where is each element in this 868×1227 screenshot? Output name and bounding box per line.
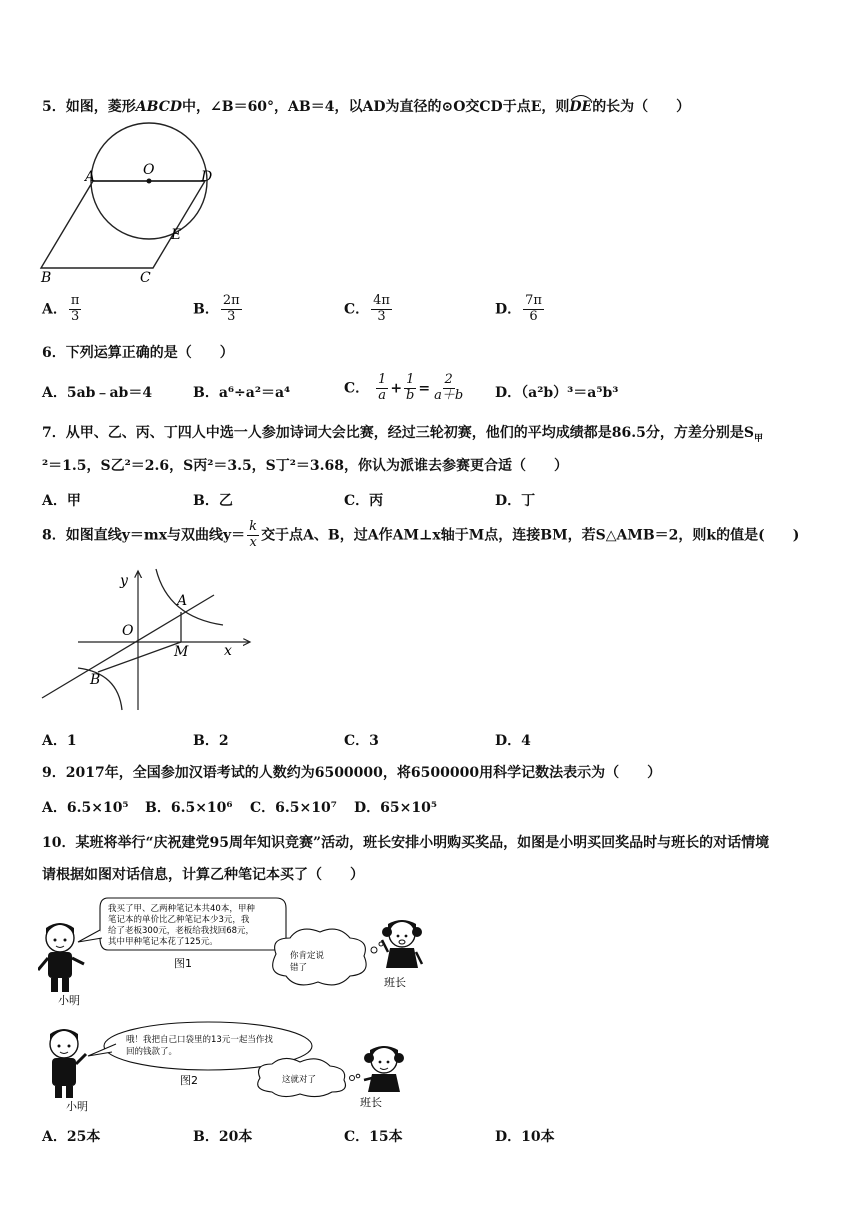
q5-option-d[interactable]: D． $\frac{7\pi}{6}$ xyxy=(495,293,542,324)
label-o: O xyxy=(122,623,134,639)
q5-option-c[interactable]: C． $\frac{4\pi}{3}$ xyxy=(344,293,390,324)
q9-option-d[interactable]: D．65×10⁵ xyxy=(354,800,437,816)
q6-option-c[interactable]: C． $\frac{1}{a}$ + $\frac{1}{b}$ = $\frac{2}{a+b}$ xyxy=(344,372,464,403)
bubble1-line1: 我买了甲、乙两种笔记本共40本，甲种 xyxy=(108,904,255,914)
bubble3-line2: 回的钱款了。 xyxy=(126,1047,178,1057)
q10-line1: 10．某班将举行“庆祝建党95周年知识竞赛”活动，班长安排小明购买奖品，如图是小明买回奖品时与班长的对话情境 xyxy=(42,835,770,851)
q7-option-a[interactable]: A．甲 xyxy=(42,493,81,509)
girl-figure-2 xyxy=(364,1046,404,1092)
fig1-label: 图1 xyxy=(174,957,192,970)
q6-option-b[interactable]: B．a⁶÷a²＝a⁴ xyxy=(193,385,291,401)
label-a: A xyxy=(177,593,188,609)
q8-option-a[interactable]: A．1 xyxy=(42,733,77,749)
q8-graph-figure xyxy=(38,565,263,715)
q10-option-b[interactable]: B．20本 xyxy=(193,1129,253,1145)
arc-symbol-icon xyxy=(569,93,593,101)
q5-stem: 5．如图，菱形ABCD中，∠B＝60°，AB＝4，以AD为直径的⊙O交CD于点E，则 DE的长为（ ） xyxy=(42,96,690,116)
bubble3-line1: 哦！我把自己口袋里的13元一起当作找 xyxy=(126,1035,273,1045)
q7-option-d[interactable]: D．丁 xyxy=(495,493,536,509)
bubble4-text: 这就对了 xyxy=(282,1075,317,1085)
label-e: E xyxy=(171,227,182,243)
q10-option-a[interactable]: A．25本 xyxy=(42,1129,101,1145)
q7-line1: 7．从甲、乙、丙、丁四人中选一人参加诗词大会比赛，经过三轮初赛，他们的平均成绩都是86.5分，方差分别是$S_甲$ xyxy=(42,425,763,444)
label-d: D xyxy=(201,169,213,185)
q6-stem: 6．下列运算正确的是（ ） xyxy=(42,345,234,361)
q9-option-b[interactable]: B．6.5×10⁶ xyxy=(145,800,233,816)
bubble2-line2: 错了 xyxy=(290,963,308,973)
bubble1-line2: 笔记本的单价比乙种笔记本少3元，我 xyxy=(108,915,250,925)
q7-option-c[interactable]: C．丙 xyxy=(344,493,384,509)
label-o: O xyxy=(143,162,155,178)
q10-option-d[interactable]: D．10本 xyxy=(495,1129,555,1145)
bubble1-line4: 其中甲种笔记本花了125元。 xyxy=(108,937,218,947)
q7-option-b[interactable]: B．乙 xyxy=(193,493,233,509)
bubble1-line3: 给了老板300元，老板给我找回68元， xyxy=(108,926,255,936)
q8-stem: 8．如图直线y＝mx与双曲线y＝ $\frac{k}{x}$ 交于点A、B，过A作AM⊥x轴于M点，连接BM，若S△AMB＝2，则k的值是( ) xyxy=(42,519,800,550)
q8-option-d[interactable]: D．4 xyxy=(495,733,531,749)
q10-dialogue-cartoon xyxy=(38,894,438,1116)
q10-option-c[interactable]: C．15本 xyxy=(344,1129,403,1145)
q5-option-a[interactable]: A． $\frac{\pi}{3}$ xyxy=(42,293,80,324)
fig2-label: 图2 xyxy=(180,1074,198,1087)
axis-x-label: x xyxy=(224,643,232,659)
q8-option-c[interactable]: C．3 xyxy=(344,733,379,749)
q5-rhombus-figure xyxy=(38,120,228,288)
q9-option-c[interactable]: C．6.5×10⁷ xyxy=(250,800,337,816)
label-xiaoming-1: 小明 xyxy=(58,994,80,1007)
label-a: A xyxy=(85,169,96,185)
q6-option-d[interactable]: D．（a²b）³＝a⁵b³ xyxy=(495,385,619,401)
label-banzhang-1: 班长 xyxy=(384,976,406,989)
axis-y-label: y xyxy=(120,573,128,589)
boy-figure-1 xyxy=(38,923,84,992)
label-b: B xyxy=(41,270,52,286)
girl-figure-1 xyxy=(382,920,422,968)
label-xiaoming-2: 小明 xyxy=(66,1100,88,1113)
q5-option-b[interactable]: B． $\frac{2\pi}{3}$ xyxy=(193,293,240,324)
label-m: M xyxy=(174,644,189,660)
q9-stem: 9．2017年，全国参加汉语考试的人数约为6500000，将6500000用科学记数法表示为（ ） xyxy=(42,765,662,781)
label-c: C xyxy=(140,270,151,286)
bubble2-line1: 你肯定说 xyxy=(290,951,325,961)
q6-option-a[interactable]: A．5ab﹣ab＝4 xyxy=(42,385,153,401)
label-b: B xyxy=(90,672,101,688)
boy-figure-2 xyxy=(50,1029,86,1098)
q7-line2: ²＝1.5，S乙²＝2.6，S丙²＝3.5，S丁²＝3.68，你认为派谁去参赛更合适（ ） xyxy=(42,458,569,474)
q8-option-b[interactable]: B．2 xyxy=(193,733,229,749)
q9-option-a[interactable]: A．6.5×10⁵ xyxy=(42,800,129,816)
q10-line2: 请根据如图对话信息，计算乙种笔记本买了（ ） xyxy=(42,867,364,883)
label-banzhang-2: 班长 xyxy=(360,1096,382,1109)
